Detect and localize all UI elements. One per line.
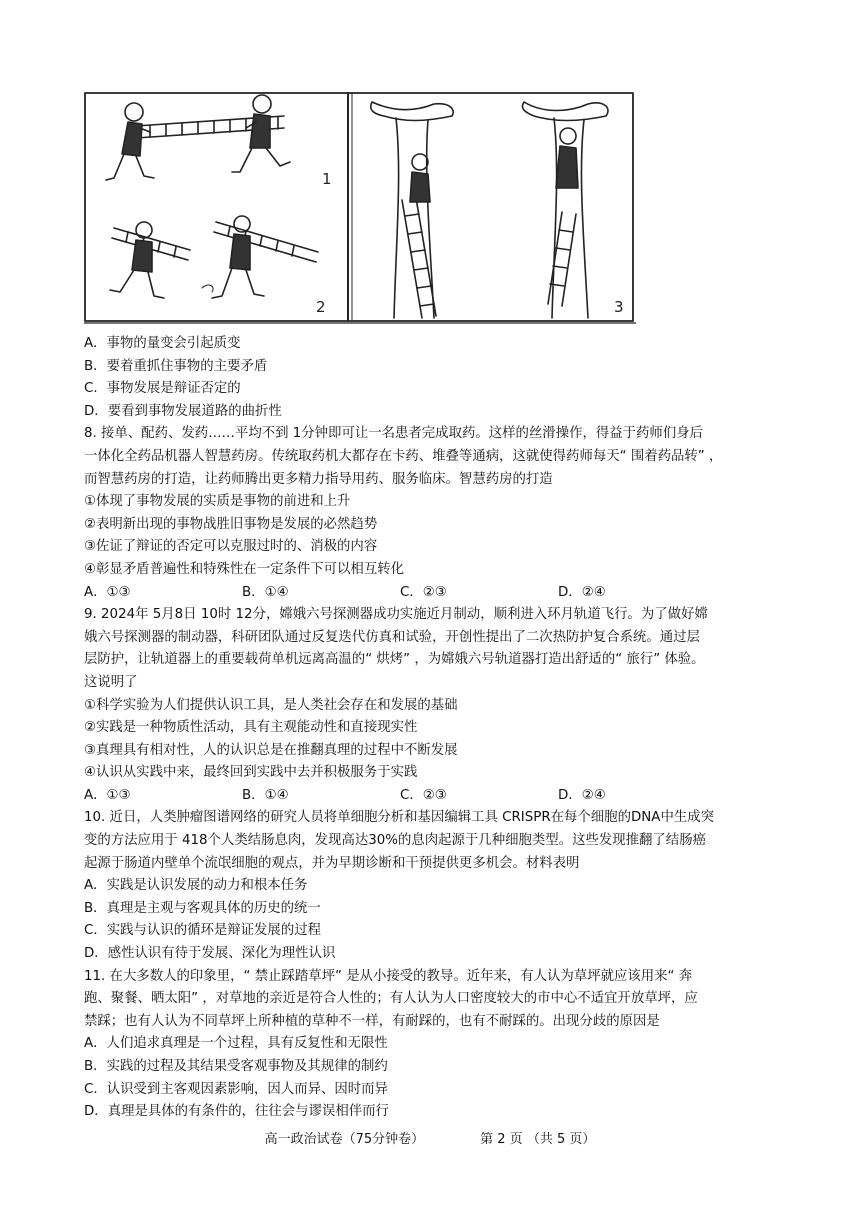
q9-statement-2: ②实践是一种物质性活动，具有主观能动性和直接现实性 bbox=[84, 720, 418, 736]
q9-choice-a: A．①③ bbox=[84, 787, 131, 803]
q7-option-a: A．事物的量变会引起质变 bbox=[84, 336, 241, 351]
q10-option-c: C．实践与认识的循环是辩证发展的过程 bbox=[84, 923, 321, 939]
q9-choice-d: D．②④ bbox=[558, 787, 606, 803]
q10-stem-line-3: 起源于肠道内壁单个流氓细胞的观点，并为早期诊断和干预提供更多机会。材料表明 bbox=[84, 855, 580, 871]
q11-stem-line-3: 禁踩；也有人认为不同草坪上所种植的草种不一样，有耐踩的，也有不耐踩的。出现分歧的原因是 bbox=[84, 1013, 660, 1029]
q11-option-c: C．认识受到主客观因素影响，因人而异、因时而异 bbox=[84, 1081, 388, 1097]
panel-label-3: 3 bbox=[614, 298, 624, 316]
q8-statement-1: ①体现了事物发展的实质是事物的前进和上升 bbox=[84, 494, 351, 510]
q8-statement-3: ③佐证了辩证的否定可以克服过时的、消极的内容 bbox=[84, 539, 378, 555]
q10-stem-line-1: 10. 近日，人类肿瘤图谱网络的研究人员将单细胞分析和基因编辑工具 CRISPR在每个细胞的DNA中生成突 bbox=[84, 810, 715, 826]
panel-3-drawing bbox=[371, 102, 608, 318]
q9-choices bbox=[84, 785, 804, 808]
q9-stem-line-4: 这说明了 bbox=[84, 674, 138, 690]
footer-page-number: 第 2 页 （共 5 页） bbox=[480, 1132, 596, 1147]
question-content bbox=[84, 333, 804, 1124]
q8-statement-2: ②表明新出现的事物战胜旧事物是发展的必然趋势 bbox=[84, 516, 378, 532]
q8-stem-line-1: 8. 接单、配药、发药……平均不到 1分钟即可让一名患者完成取药。这样的丝滑操作，得益于药师们身后 bbox=[84, 426, 703, 442]
panel-2-drawing bbox=[110, 216, 318, 298]
page-footer bbox=[0, 1128, 860, 1147]
q9-statement-3: ③真理具有相对性，人的认识总是在推翻真理的过程中不断发展 bbox=[84, 742, 458, 758]
q10-stem-line-2: 变的方法应用于 418个人类结肠息肉，发现高达30%的息肉起源于几种细胞类型。这些发现推翻了结肠癌 bbox=[84, 833, 706, 849]
q8-choice-a: A．①③ bbox=[84, 584, 131, 600]
q8-statement-4: ④彰显矛盾普遍性和特殊性在一定条件下可以相互转化 bbox=[84, 561, 404, 577]
q11-stem-line-2: 跑、聚餐、晒太阳” ，对草地的亲近是符合人性的；有人认为人口密度较大的市中心不适宜开放草坪，应 bbox=[84, 991, 698, 1007]
q10-option-d: D．感性认识有待于发展、深化为理性认识 bbox=[84, 946, 336, 962]
q8-choice-b: B．①④ bbox=[242, 584, 289, 600]
q7-option-b: B．要着重抓住事物的主要矛盾 bbox=[84, 358, 268, 374]
cartoon-illustration bbox=[84, 92, 636, 324]
q7-option-d: D．要看到事物发展道路的曲折性 bbox=[84, 403, 282, 419]
q9-stem-line-3: 层防护，让轨道器上的重要载荷单机远离高温的“ 烘烤” ，为嫦娥六号轨道器打造出舒适的“ 旅行” 体验。 bbox=[84, 652, 705, 668]
q9-choice-b: B．①④ bbox=[242, 787, 289, 803]
footer-exam-title: 高一政治试卷（75分钟卷） bbox=[264, 1132, 425, 1147]
q8-choice-c: C．②③ bbox=[400, 584, 447, 600]
q10-option-b: B．真理是主观与客观具体的历史的统一 bbox=[84, 900, 321, 916]
q8-stem-line-2: 一体化全药品机器人智慧药房。传统取药机大都存在卡药、堆叠等通病，这就使得药师每天“ 围着药品转” ， bbox=[84, 448, 723, 464]
q11-option-a: A．人们追求真理是一个过程，具有反复性和无限性 bbox=[84, 1036, 388, 1052]
panel-1-drawing bbox=[106, 95, 290, 180]
panel-label-2: 2 bbox=[316, 298, 326, 316]
panel-label-1: 1 bbox=[322, 170, 332, 188]
q8-stem-line-3: 而智慧药房的打造，让药师腾出更多精力指导用药、服务临床。智慧药房的打造 bbox=[84, 471, 553, 487]
q9-stem-line-2: 娥六号探测器的制动器，科研团队通过反复迭代仿真和试验，开创性提出了二次热防护复合系统。通过层 bbox=[84, 629, 700, 645]
q11-option-d: D．真理是具体的有条件的，往往会与谬误相伴而行 bbox=[84, 1104, 389, 1120]
q8-choice-d: D．②④ bbox=[558, 584, 606, 600]
q10-option-a: A．实践是认识发展的动力和根本任务 bbox=[84, 878, 308, 894]
q11-stem-line-1: 11. 在大多数人的印象里，“ 禁止踩踏草坪” 是从小接受的教导。近年来，有人认为草坪就应该用来“ 奔 bbox=[84, 968, 693, 984]
q7-option-c: C．事物发展是辩证否定的 bbox=[84, 381, 241, 397]
q9-statement-4: ④认识从实践中来，最终回到实践中去并积极服务于实践 bbox=[84, 765, 418, 781]
q11-option-b: B．实践的过程及其结果受客观事物及其规律的制约 bbox=[84, 1059, 388, 1074]
q9-stem-line-1: 9. 2024年 5月8日 10时 12分，嫦娥六号探测器成功实施近月制动，顺利进入环月轨道飞行。为了做好嫦 bbox=[84, 607, 708, 623]
q8-choices bbox=[84, 582, 804, 605]
q9-choice-c: C．②③ bbox=[400, 787, 447, 803]
q9-statement-1: ①科学实验为人们提供认识工具，是人类社会存在和发展的基础 bbox=[84, 697, 458, 713]
